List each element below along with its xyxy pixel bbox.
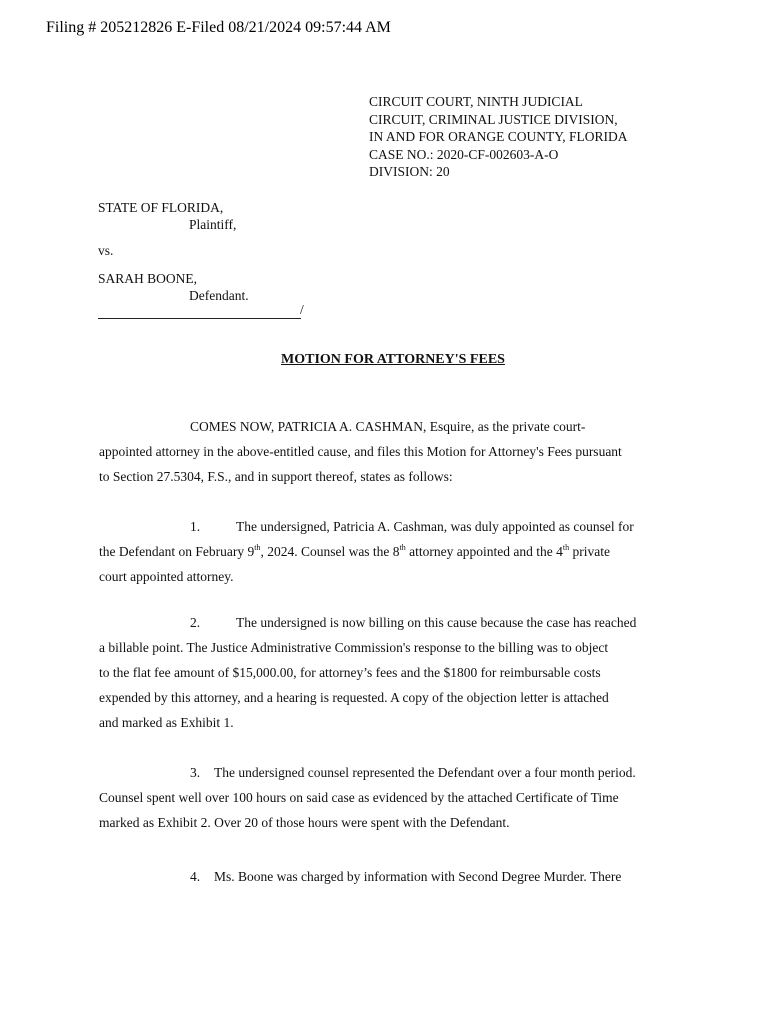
paragraph-number: 4.	[190, 869, 201, 884]
paragraph-text: Ms. Boone was charged by information with Second Degree Murder. There	[214, 869, 622, 884]
case-number: CASE NO.: 2020-CF-002603-A-O	[369, 146, 559, 162]
paragraph-number: 3.	[190, 765, 201, 780]
paragraph-1-line: court appointed attorney.	[99, 569, 234, 584]
intro-line: COMES NOW, PATRICIA A. CASHMAN, Esquire, as the private court-	[190, 419, 586, 434]
paragraph-2-line: expended by this attorney, and a hearing is requested. A copy of the objection letter is attached	[99, 690, 609, 705]
paragraph-4-first-line	[99, 864, 688, 889]
paragraph-text: the Defendant on February 9	[99, 544, 255, 559]
party-caption	[98, 199, 249, 304]
paragraph-number: 2.	[190, 615, 201, 630]
paragraph-2-line: and marked as Exhibit 1.	[99, 715, 234, 730]
paragraph-3-line: Counsel spent well over 100 hours on said case as evidenced by the attached Certificate of Time	[99, 790, 619, 805]
paragraph-3	[99, 760, 688, 835]
court-caption-line: CIRCUIT COURT, NINTH JUDICIAL	[369, 94, 583, 109]
superscript: th	[562, 543, 570, 552]
intro-line: appointed attorney in the above-entitled cause, and files this Motion for Attorney's Fees pursuant	[99, 444, 622, 459]
paragraph-1-first-line	[99, 514, 688, 539]
paragraph-2-first-line	[99, 610, 688, 635]
caption-underline	[98, 318, 301, 319]
defendant-role: Defendant.	[189, 288, 249, 303]
paragraph-3-line: marked as Exhibit 2. Over 20 of those hours were spent with the Defendant.	[99, 815, 510, 830]
paragraph-text: The undersigned counsel represented the Defendant over a four month period.	[214, 765, 636, 780]
paragraph-3-first-line	[99, 760, 688, 785]
paragraph-2-line: to the flat fee amount of $15,000.00, for attorney’s fees and the $1800 for reimbursable costs	[99, 665, 601, 680]
filing-stamp: Filing # 205212826 E-Filed 08/21/2024 09:57:44 AM	[46, 19, 391, 36]
intro-line: to Section 27.5304, F.S., and in support thereof, states as follows:	[99, 469, 453, 484]
paragraph-1	[99, 514, 688, 589]
defendant-name: SARAH BOONE,	[98, 271, 198, 286]
paragraph-text: , 2024. Counsel was the 8	[260, 544, 400, 559]
paragraph-text: private	[569, 544, 610, 559]
versus-label: vs.	[98, 243, 114, 258]
caption-slash: /	[300, 302, 304, 317]
paragraph-text: The undersigned is now billing on this cause because the case has reached	[236, 615, 637, 630]
intro-paragraph	[99, 414, 688, 489]
paragraph-2-line: a billable point. The Justice Administrative Commission's response to the billing was to object	[99, 640, 609, 655]
plaintiff-role: Plaintiff,	[189, 217, 237, 232]
superscript: th	[399, 543, 406, 552]
plaintiff-name: STATE OF FLORIDA,	[98, 200, 224, 215]
superscript: th	[254, 543, 261, 552]
document-title: MOTION FOR ATTORNEY'S FEES	[281, 352, 505, 367]
paragraph-4	[99, 864, 688, 889]
court-caption-line: IN AND FOR ORANGE COUNTY, FLORIDA	[369, 129, 628, 144]
paragraph-number: 1.	[190, 519, 201, 534]
court-caption	[369, 93, 628, 181]
paragraph-2	[99, 610, 688, 735]
court-caption-line: CIRCUIT, CRIMINAL JUSTICE DIVISION,	[369, 111, 618, 127]
paragraph-1-line	[99, 539, 688, 564]
paragraph-text: The undersigned, Patricia A. Cashman, was duly appointed as counsel for	[236, 519, 634, 534]
paragraph-text: attorney appointed and the 4	[405, 544, 563, 559]
division: DIVISION: 20	[369, 164, 450, 179]
